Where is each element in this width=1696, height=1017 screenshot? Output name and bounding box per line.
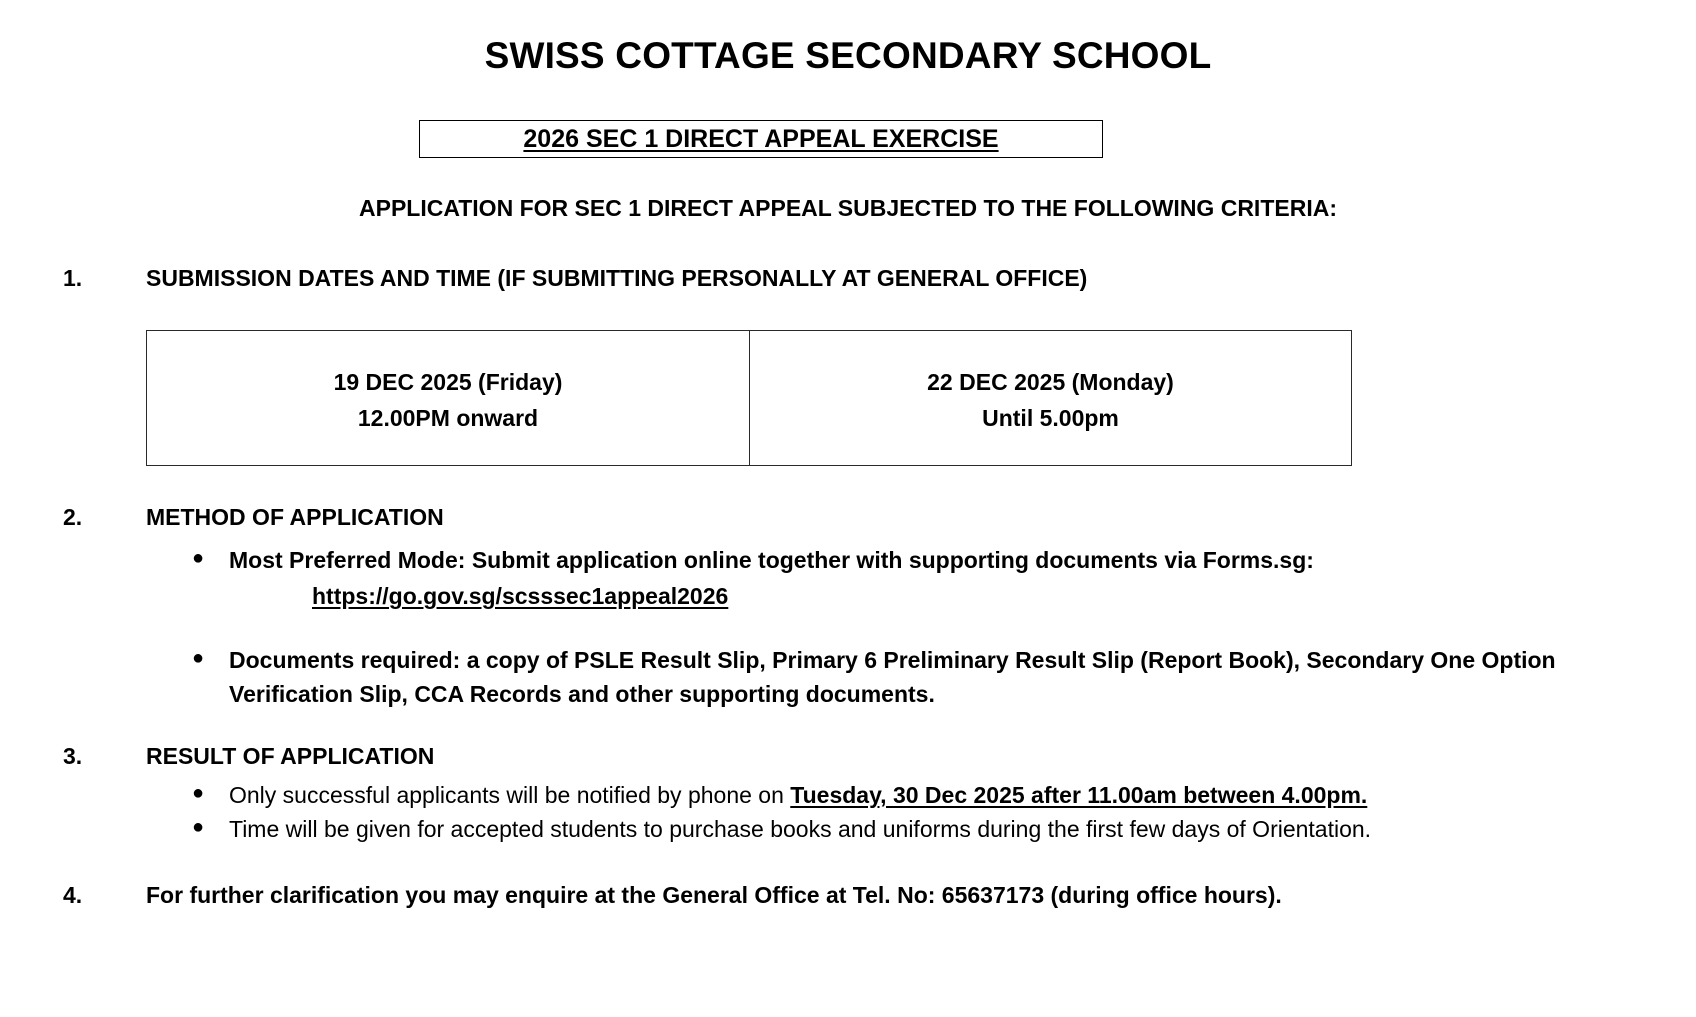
dates-cell-left: [147, 331, 749, 465]
subtitle-text: 2026 SEC 1 DIRECT APPEAL EXERCISE: [523, 124, 999, 153]
list-item: [192, 778, 1656, 812]
section-method-heading: METHOD OF APPLICATION: [146, 504, 444, 530]
section-clarification-row: [63, 881, 1656, 910]
section-submission-number: 1.: [63, 265, 83, 291]
section-method-row: [63, 503, 1656, 532]
method-bullet-2-text: Documents required: a copy of PSLE Result Slip, Primary 6 Preliminary Result Slip (Report Book), Secondary One Option Verification Slip, CCA Records and other supporting documents.: [229, 647, 1556, 708]
section-submission: [63, 264, 1656, 293]
subtitle-box: [419, 120, 1103, 158]
section-result-row: [63, 742, 1656, 771]
section-result-number: 3.: [63, 743, 83, 769]
section-result-bullets: [192, 778, 1656, 846]
section-clarification-number: 4.: [63, 882, 83, 908]
page-title: SWISS COTTAGE SECONDARY SCHOOL: [484, 35, 1212, 76]
section-clarification: [63, 881, 1656, 910]
section-method-bullets: [192, 543, 1656, 711]
result-notification-datetime: Tuesday, 30 Dec 2025 after 11.00am between 4.00pm.: [790, 782, 1368, 808]
dates-right-time: Until 5.00pm: [982, 405, 1119, 431]
result-bullet-2-text: Time will be given for accepted students to purchase books and uniforms during the first few days of Orientation.: [229, 816, 1372, 843]
section-submission-row: [63, 264, 1656, 293]
section-result-heading: RESULT OF APPLICATION: [146, 743, 435, 769]
list-item-body: [229, 543, 1656, 613]
bullet-icon: ●: [192, 547, 205, 569]
result-bullet-1-lead: Only successful applicants will be notified by phone on: [229, 782, 791, 808]
dates-table: [146, 330, 1352, 466]
list-item: [192, 812, 1656, 846]
section-clarification-heading: For further clarification you may enquire at the General Office at Tel. No: 65637173 (during office hours).: [146, 882, 1282, 908]
dates-right-date: 22 DEC 2025 (Monday): [927, 369, 1174, 396]
list-item-body: [229, 778, 1656, 812]
bullet-icon: ●: [192, 816, 205, 839]
section-method-number: 2.: [63, 504, 83, 530]
criteria-line: APPLICATION FOR SEC 1 DIRECT APPEAL SUBJECTED TO THE FOLLOWING CRITERIA:: [359, 195, 1337, 221]
section-method: [63, 503, 1656, 532]
section-result: [63, 742, 1656, 771]
dates-left-date: 19 DEC 2025 (Friday): [333, 369, 563, 396]
method-bullet-1-text: Most Preferred Mode: Submit application online together with supporting documents via Forms.sg:: [229, 547, 1314, 573]
bullet-icon: ●: [192, 782, 205, 804]
dates-left-time: 12.00PM onward: [357, 405, 539, 431]
appeal-form-link[interactable]: https://go.gov.sg/scsssec1appeal2026: [312, 583, 729, 610]
dates-cell-right: [749, 331, 1351, 465]
bullet-icon: ●: [192, 647, 205, 670]
list-item: [192, 643, 1656, 711]
section-submission-heading: SUBMISSION DATES AND TIME (IF SUBMITTING PERSONALLY AT GENERAL OFFICE): [146, 265, 1088, 291]
list-item: [192, 543, 1656, 613]
